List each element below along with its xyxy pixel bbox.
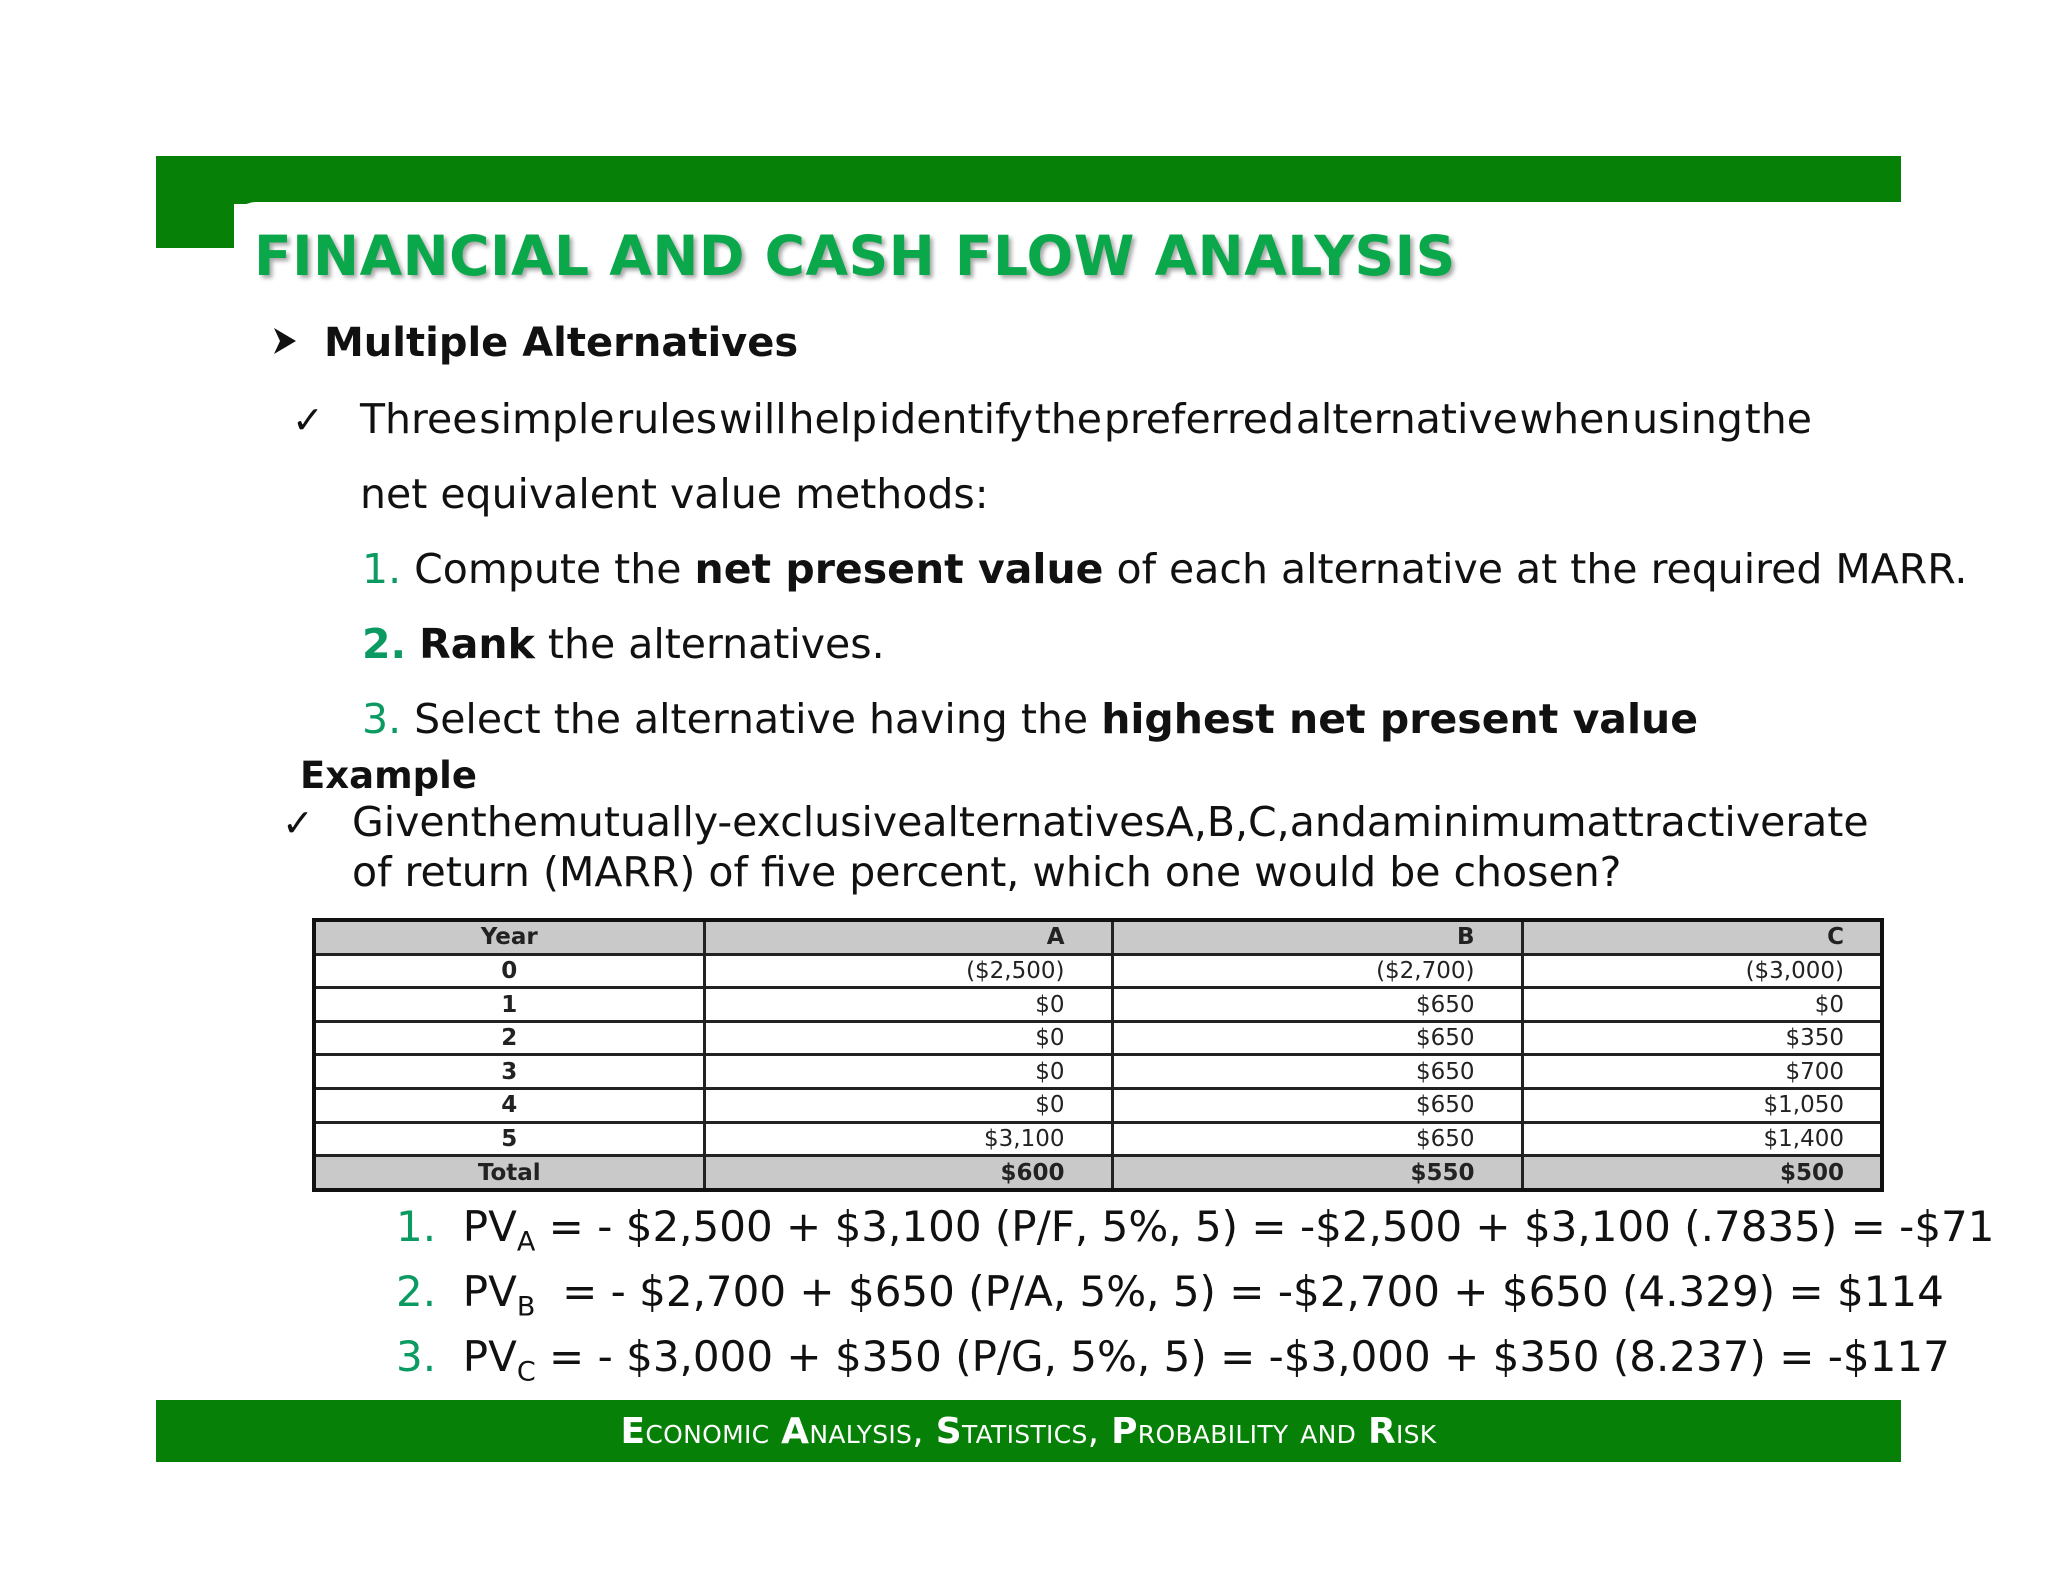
word: rate	[1785, 798, 1869, 846]
table-header-cell: B	[1112, 920, 1522, 954]
year-cell: 0	[314, 954, 704, 988]
footer-initial: R	[1367, 1410, 1396, 1452]
word: the	[1744, 395, 1812, 443]
header-tab	[156, 156, 234, 248]
step-bold: net present value	[694, 545, 1104, 593]
word: a	[1366, 798, 1392, 846]
value-cell: $650	[1112, 1089, 1522, 1123]
slide-title: FINANCIAL AND CASH FLOW ANALYSIS	[254, 224, 1456, 288]
step-bold: highest net present value	[1101, 695, 1699, 743]
word: Given	[352, 798, 471, 846]
word: the	[1034, 395, 1103, 443]
step-text: Select the alternative having the	[414, 695, 1102, 743]
year-cell: 4	[314, 1089, 704, 1123]
total-label-cell: Total	[314, 1156, 704, 1190]
formula-pv: PV	[462, 1267, 517, 1316]
word: mutually-exclusive	[537, 798, 923, 846]
rules-intro-line-1	[360, 395, 1812, 443]
value-cell: ($2,500)	[704, 954, 1112, 988]
header-bar	[156, 156, 1901, 204]
rules-intro-line-2: net equivalent value methods:	[360, 470, 989, 518]
section-heading: Multiple Alternatives	[324, 320, 799, 366]
value-cell: ($2,700)	[1112, 954, 1522, 988]
word: using	[1632, 395, 1743, 443]
value-cell: $650	[1112, 1122, 1522, 1156]
total-cell: $600	[704, 1156, 1112, 1190]
value-cell: $650	[1112, 1055, 1522, 1089]
formula-expression: = - $3,000 + $350 (P/G, 5%, 5) = -$3,000 + $350 (8.237) = -$117	[535, 1332, 1950, 1381]
word: C,	[1248, 798, 1290, 846]
step-number: 1.	[362, 545, 402, 593]
table-row	[314, 954, 1882, 988]
value-cell: $650	[1112, 988, 1522, 1022]
value-cell: $1,400	[1522, 1122, 1882, 1156]
footer-text: Economic Analysis, Statistics, Probability and Risk	[620, 1410, 1437, 1452]
step-number: 3.	[362, 695, 402, 743]
footer-initial: S	[935, 1410, 962, 1452]
table-row	[314, 1055, 1882, 1089]
formula-pv-c	[396, 1332, 1950, 1387]
value-cell: $700	[1522, 1055, 1882, 1089]
table-header-row	[314, 920, 1882, 954]
formula-pv-a	[396, 1202, 1994, 1257]
step-1	[362, 545, 1967, 593]
formula-number: 2.	[396, 1267, 437, 1316]
word: rules	[616, 395, 718, 443]
word: identify	[878, 395, 1033, 443]
value-cell: $0	[704, 1021, 1112, 1055]
year-cell: 2	[314, 1021, 704, 1055]
value-cell: $0	[1522, 988, 1882, 1022]
word: alternatives	[922, 798, 1166, 846]
table-header-cell: Year	[314, 920, 704, 954]
value-cell: $0	[704, 988, 1112, 1022]
year-cell: 5	[314, 1122, 704, 1156]
word: attractive	[1586, 798, 1786, 846]
total-cell: $550	[1112, 1156, 1522, 1190]
footer-initial: E	[620, 1410, 646, 1452]
formula-number: 3.	[396, 1332, 437, 1381]
year-cell: 3	[314, 1055, 704, 1089]
arrow-bullet-icon	[272, 326, 298, 356]
formula-pv: PV	[462, 1332, 517, 1381]
example-line-1	[352, 798, 1869, 846]
word: A,	[1165, 798, 1207, 846]
table-header-cell: A	[704, 920, 1112, 954]
step-text: of each alternative at the required MARR.	[1103, 545, 1968, 593]
checkmark-icon: ✓	[282, 801, 314, 845]
footer-initial: P	[1111, 1410, 1138, 1452]
step-bold: Rank	[419, 620, 535, 668]
word: the	[470, 798, 538, 846]
value-cell: $1,050	[1522, 1089, 1882, 1123]
table-row	[314, 1089, 1882, 1123]
example-line-2: of return (MARR) of five percent, which one would be chosen?	[352, 848, 1622, 896]
value-cell: $0	[704, 1055, 1112, 1089]
word: minimum	[1391, 798, 1587, 846]
table-row	[314, 1122, 1882, 1156]
example-label: Example	[300, 754, 477, 797]
table-row	[314, 988, 1882, 1022]
step-3	[362, 695, 1698, 743]
table-header-cell: C	[1522, 920, 1882, 954]
word: preferred	[1103, 395, 1295, 443]
word: B,	[1206, 798, 1249, 846]
footer-initial: A	[781, 1410, 810, 1452]
year-cell: 1	[314, 988, 704, 1022]
formula-expression: = - $2,700 + $650 (P/A, 5%, 5) = -$2,700 + $650 (4.329) = $114	[535, 1267, 1944, 1316]
word: and	[1289, 798, 1367, 846]
formula-expression: = - $2,500 + $3,100 (P/F, 5%, 5) = -$2,500 + $3,100 (.7835) = -$71	[535, 1202, 1995, 1251]
value-cell: $3,100	[704, 1122, 1112, 1156]
total-cell: $500	[1522, 1156, 1882, 1190]
value-cell: $0	[704, 1089, 1112, 1123]
step-text: Compute the	[414, 545, 695, 593]
table-total-row	[314, 1156, 1882, 1190]
formula-number: 1.	[396, 1202, 437, 1251]
checkmark-icon: ✓	[292, 398, 324, 442]
step-2	[362, 620, 885, 668]
table-row	[314, 1021, 1882, 1055]
formula-pv: PV	[462, 1202, 517, 1251]
formula-subscript: A	[516, 1226, 536, 1258]
formula-subscript: B	[516, 1291, 536, 1323]
value-cell: $350	[1522, 1021, 1882, 1055]
value-cell: $650	[1112, 1021, 1522, 1055]
word: Three	[360, 395, 478, 443]
formula-pv-b	[396, 1267, 1944, 1322]
step-text: the alternatives.	[534, 620, 885, 668]
cash-flow-table	[312, 918, 1884, 1192]
step-number: 2.	[362, 620, 407, 668]
footer-bar	[156, 1400, 1901, 1462]
formula-subscript: C	[516, 1356, 536, 1388]
value-cell: ($3,000)	[1522, 954, 1882, 988]
word: help	[788, 395, 878, 443]
word: will	[718, 395, 787, 443]
word: simple	[479, 395, 615, 443]
word: when	[1519, 395, 1631, 443]
word: alternative	[1295, 395, 1518, 443]
